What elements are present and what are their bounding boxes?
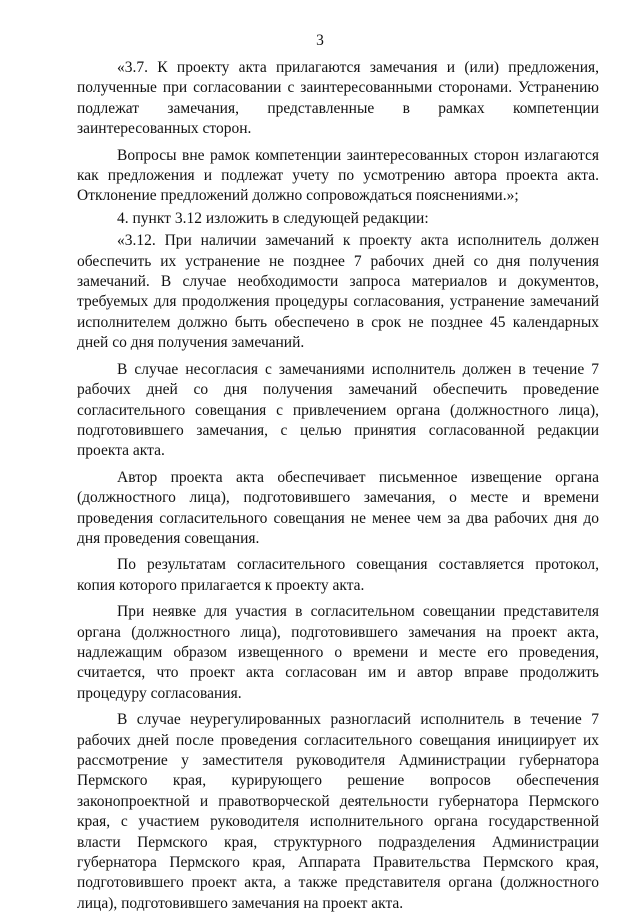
paragraph: 4. пункт 3.12 изложить в следующей редакции: (117, 209, 429, 227)
paragraph: Автор проекта акта обеспечивает письменное извещение органа (должностного лица), подготовившего замечания, о месте и времени проведения согласительного совещания не менее чем за два рабочих дня до дня проведения совещания. (77, 468, 599, 547)
paragraph: «3.7. К проекту акта прилагаются замечания и (или) предложения, полученные при согласовании с заинтересованными сторонами. Устранению подлежат замечания, представленные в рамках компетенции заинтересованных сторон. (77, 59, 599, 138)
page-number: 3 (316, 32, 324, 49)
paragraph: В случае несогласия с замечаниями исполнитель должен в течение 7 рабочих дней со дня получения замечаний обеспечить проведение согласительного совещания с привлечением органа (должностного лица), подготовившего замечания, с целью принятия согласованной редакции проекта акта. (77, 360, 599, 460)
paragraph: При неявке для участия в согласительном совещании представителя органа (должностного лица), подготовившего замечания на проект акта, надлежащим образом извещенного о времени и месте его проведения, считается, что проект акта согласован им и автор вправе продолжить процедуру согласования. (77, 603, 599, 702)
paragraph: По результатам согласительного совещания составляется протокол, копия которого прилагается к проекту акта. (77, 556, 599, 594)
paragraph: Вопросы вне рамок компетенции заинтересованных сторон излагаются как предложения и подлежат учету по усмотрению автора проекта акта. Отклонение предложений должно сопровождаться пояснениями.»; (77, 146, 599, 205)
paragraph: «3.12. При наличии замечаний к проекту акта исполнитель должен обеспечить их устранение не позднее 7 рабочих дней со дня получения замечаний. В случае необходимости запроса материалов и документов, требуемых для продолжения процедуры согласования, устранение замечаний исполнителем должно быть обеспечено в срок не позднее 45 календарных дней со дня получения замечаний. (77, 232, 599, 352)
paragraph: В случае неурегулированных разногласий исполнитель в течение 7 рабочих дней после проведения согласительного совещания инициирует их рассмотрение у заместителя руководителя Администрации губернатора Пермского края, курирующего решение вопросов обеспечения законопроектной и правотворческой деятельности губернатора Пермского края, с участием руководителя исполнительного органа государственной власти Пермского края, структурного подразделения Администрации губернатора Пермского края, Аппарата Правительства Пермского края, подготовившего проект акта, а также представителя органа (должностного лица), подготовившего замечания на проект акта. (77, 711, 599, 912)
document-body (77, 58, 599, 920)
